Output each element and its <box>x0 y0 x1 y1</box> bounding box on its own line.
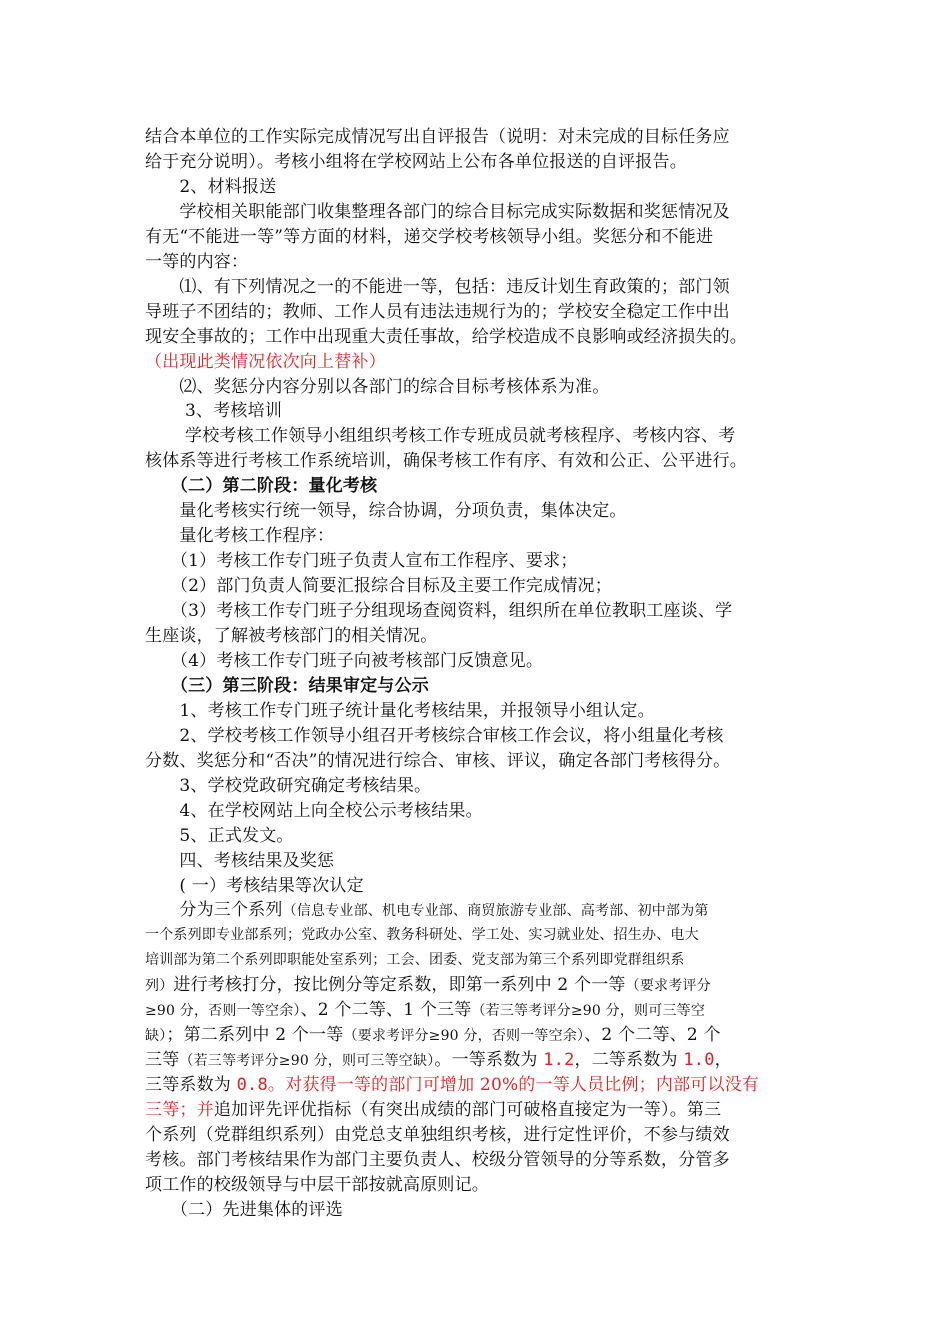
text-segment: （若三等考评分≥90 分，则可三等空 <box>471 1003 706 1020</box>
text-segment: 分为三个系列 <box>145 900 283 921</box>
text-line <box>145 997 825 1024</box>
text-line: 3、学校党政研究确定考核结果。 <box>145 775 432 796</box>
text-line: 培训部为第二个系列即职能处室系列；工会、团委、党支部为第三个系列即党群组织系 <box>145 952 685 969</box>
text-segment: （信息专业部、机电专业部、商贸旅游专业部、高考部、初中部为第 <box>282 903 709 920</box>
text-segment: 1.0 <box>683 1050 715 1071</box>
text-segment: 。一等系数为 <box>434 1050 544 1071</box>
text-line: 量化考核工作程序： <box>145 526 335 547</box>
text-segment: 追加评先评优指标（有突出成绩的部门可破格直接定为一等）。第三 <box>213 1100 722 1121</box>
text-line <box>145 1097 825 1123</box>
text-line: 一等的内容： <box>145 251 249 272</box>
text-line <box>145 1072 825 1098</box>
text-line <box>145 1047 825 1074</box>
text-segment: 三等 <box>145 1050 180 1071</box>
text-line: 2、材料报送 <box>145 176 277 197</box>
text-segment: 列） <box>145 978 174 995</box>
text-line: 考核。部门考核结果作为部门主要负责人、校级分管领导的分等系数，分管多 <box>145 1149 730 1170</box>
text-line: 一个系列即专业部系列；党政办公室、教务科研处、学工处、实习就业处、招生办、电大 <box>145 927 699 944</box>
text-line <box>145 897 825 924</box>
text-segment: ， <box>714 1050 732 1071</box>
text-line: 给于充分说明）。考核小组将在学校网站上公布各单位报送的自评报告。 <box>145 151 687 172</box>
text-line: 学校相关职能部门收集整理各部门的综合目标完成实际数据和奖惩情况及 <box>145 201 730 222</box>
text-line: （3）考核工作专门班子分组现场查阅资料，组织所在单位教职工座谈、学 <box>145 601 733 622</box>
text-line: 现安全事故的；工作中出现重大责任事故，给学校造成不良影响或经济损失的。 <box>145 326 747 347</box>
text-line: 四、考核结果及奖惩 <box>145 850 335 871</box>
text-segment: 。对获得一等的部门可增加 20%的一等人员比例；内部可以没有 <box>267 1075 760 1096</box>
text-line <box>145 1022 825 1049</box>
text-line: 学校考核工作领导小组组织考核工作专班成员就考核程序、考核内容、考 <box>145 426 736 447</box>
text-line: 结合本单位的工作实际完成情况写出自评报告（说明：对未完成的目标任务应 <box>145 127 730 147</box>
text-segment: 1.2 <box>543 1050 575 1071</box>
text-line: （二）先进集体的评选 <box>145 1199 343 1220</box>
text-line: 1、考核工作专门班子统计量化考核结果，并报领导小组认定。 <box>145 700 655 721</box>
text-segment: （若三等考评分≥90 分，则可三等空缺） <box>179 1053 435 1070</box>
text-line: （二）第二阶段：量化考核 <box>145 476 378 497</box>
text-segment: 三等；并 <box>145 1100 214 1121</box>
text-segment: ≥90 分，否则一等空余） <box>145 1003 301 1020</box>
text-segment: 缺） <box>145 1028 167 1045</box>
text-segment: 0.8 <box>236 1075 268 1096</box>
text-segment: ；第二系列中 2 个一等 <box>166 1025 344 1046</box>
text-line: ⑴、有下列情况之一的不能进一等，包括：违反计划生育政策的；部门领 <box>145 276 730 297</box>
text-line: 量化考核实行统一领导，综合协调，分项负责，集体决定。 <box>145 501 627 522</box>
text-line: （出现此类情况依次向上替补） <box>145 351 386 372</box>
text-line: （1）考核工作专门班子负责人宣布工作程序、要求； <box>145 551 578 572</box>
text-line: 4、在学校网站上向全校公示考核结果。 <box>145 800 483 821</box>
text-segment: 、2 个二等、2 个 <box>584 1025 721 1046</box>
text-line: 生座谈，了解被考核部门的相关情况。 <box>145 626 438 646</box>
text-line: 5、正式发文。 <box>145 825 294 846</box>
text-line: （4）考核工作专门班子向被考核部门反馈意见。 <box>145 650 544 671</box>
text-line: 导班子不团结的；教师、工作人员有违法违规行为的；学校安全稳定工作中出 <box>145 301 730 322</box>
text-segment: （要求考评分 <box>625 978 711 995</box>
text-line: 分数、奖惩分和“否决”的情况进行综合、审核、评议，确定各部门考核得分。 <box>145 750 731 771</box>
text-segment: 三等系数为 <box>145 1075 237 1096</box>
text-segment: 、2 个二等、1 个三等 <box>300 1000 472 1021</box>
text-segment: ，二等系数为 <box>574 1050 684 1071</box>
text-line: 有无“不能进一等”等方面的材料，递交学校考核领导小组。奖惩分和不能进 <box>145 226 714 247</box>
text-line <box>145 972 825 999</box>
text-segment: （要求考评分≥90 分，否则一等空余） <box>343 1028 585 1045</box>
text-line: ⑵、奖惩分内容分别以各部门的综合目标考核体系为准。 <box>145 376 610 397</box>
text-line: 个系列（党群组织系列）由党总支单独组织考核，进行定性评价，不参与绩效 <box>145 1125 730 1145</box>
text-line: 项工作的校级领导与中层干部按就高原则记。 <box>145 1174 489 1195</box>
text-segment: 进行考核打分，按比例分等定系数，即第一系列中 2 个一等 <box>173 975 626 996</box>
text-line: （三）第三阶段：结果审定与公示 <box>145 675 429 696</box>
text-line: （2）部门负责人简要汇报综合目标及主要工作完成情况； <box>145 576 612 597</box>
text-line: ( 一）考核结果等次认定 <box>145 875 364 896</box>
text-line: 2、学校考核工作领导小组召开考核综合审核工作会议，将小组量化考核 <box>145 725 724 746</box>
text-line: 3、考核培训 <box>145 401 283 422</box>
text-line: 核体系等进行考核工作系统培训，确保考核工作有序、有效和公正、公平进行。 <box>145 451 747 472</box>
